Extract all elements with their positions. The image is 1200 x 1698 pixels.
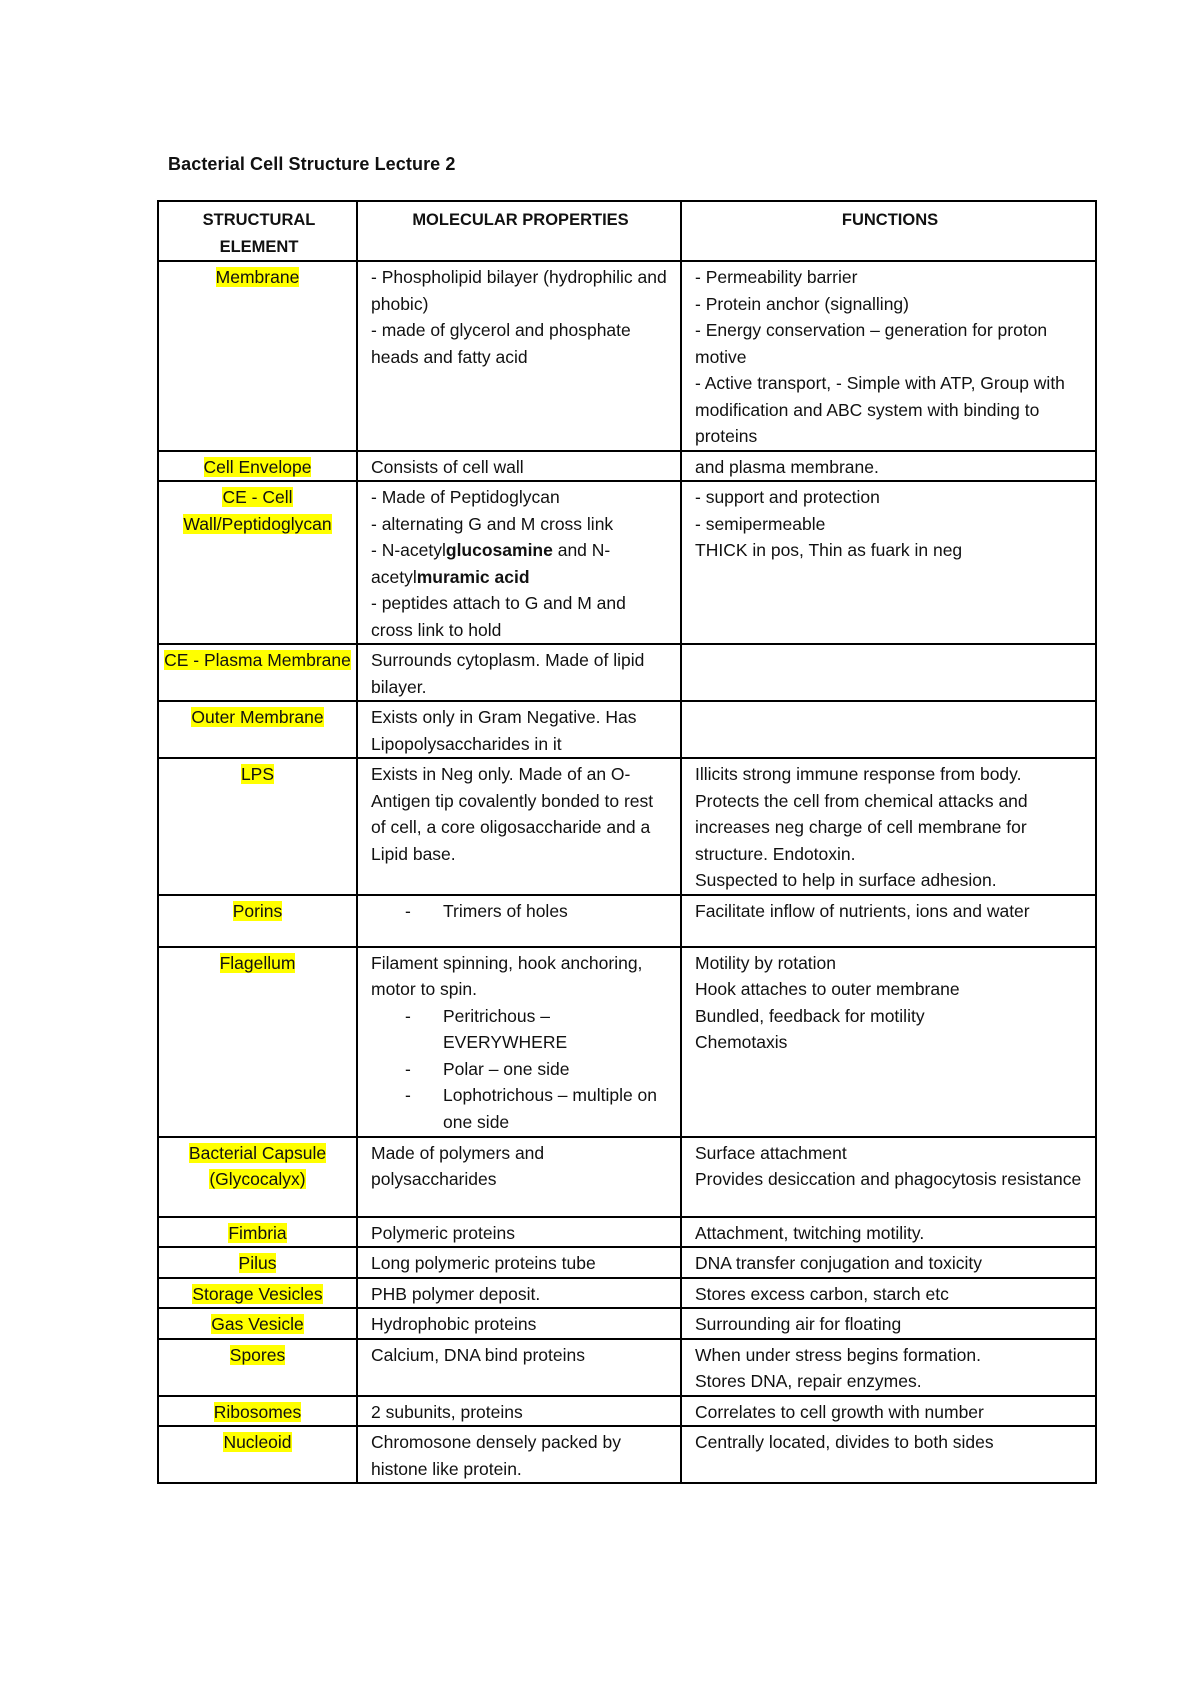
cell-properties bbox=[357, 1247, 681, 1278]
cell-functions bbox=[681, 1137, 1096, 1217]
list-item-text: Lophotrichous – multiple on one side bbox=[443, 1085, 658, 1132]
cell-properties bbox=[357, 261, 681, 451]
cell-element-membrane bbox=[158, 261, 357, 451]
cell-line: DNA transfer conjugation and toxicity bbox=[695, 1253, 982, 1273]
dash-bullet-icon: - bbox=[405, 1058, 411, 1079]
cell-line: Suspected to help in surface adhesion. bbox=[695, 870, 997, 890]
cell-line: - made of glycerol and phosphate heads and fatty acid bbox=[371, 320, 631, 367]
cell-element-fimbria bbox=[158, 1217, 357, 1248]
cell-element-pilus bbox=[158, 1247, 357, 1278]
list-item bbox=[371, 1082, 670, 1135]
cell-line: Bundled, feedback for motility bbox=[695, 1005, 925, 1026]
dash-list bbox=[371, 1003, 670, 1136]
cell-element-cell-envelope bbox=[158, 451, 357, 482]
table-body bbox=[158, 261, 1096, 1483]
cell-line: Correlates to cell growth with number bbox=[695, 1401, 984, 1422]
list-item-text: Trimers of holes bbox=[443, 900, 568, 921]
list-item-text: Polar – one side bbox=[443, 1058, 570, 1079]
cell-element-bacterial-capsule-glycocalyx bbox=[158, 1137, 357, 1217]
list-item bbox=[371, 898, 670, 925]
highlighted-element-label: Nucleoid bbox=[223, 1432, 292, 1452]
cell-functions bbox=[681, 895, 1096, 947]
cell-line: Stores DNA, repair enzymes. bbox=[695, 1371, 922, 1391]
dash-bullet-icon: - bbox=[405, 1085, 411, 1105]
cell-line: Stores excess carbon, starch etc bbox=[695, 1283, 949, 1304]
cell-functions bbox=[681, 1426, 1096, 1483]
cell-line: When under stress begins formation. bbox=[695, 1344, 981, 1365]
highlighted-element-label: LPS bbox=[240, 764, 275, 784]
cell-properties bbox=[357, 644, 681, 701]
highlighted-element-label: Porins bbox=[232, 900, 283, 921]
cell-line: Facilitate inflow of nutrients, ions and water bbox=[695, 900, 1030, 921]
table-row bbox=[158, 1308, 1096, 1339]
table-row bbox=[158, 644, 1096, 701]
cell-line: - Made of Peptidoglycan bbox=[371, 487, 560, 507]
highlighted-element-label: CE - Plasma Membrane bbox=[164, 650, 351, 670]
cell-line: Filament spinning, hook anchoring, motor to spin. bbox=[371, 952, 643, 999]
cell-line: - N-acetylglucosamine and N-acetylmuramic acid bbox=[371, 540, 611, 587]
table-row bbox=[158, 451, 1096, 482]
cell-functions bbox=[681, 644, 1096, 701]
dash-bullet-icon: - bbox=[405, 900, 411, 921]
highlighted-element-label: Membrane bbox=[215, 267, 300, 287]
cell-line: - Protein anchor (signalling) bbox=[695, 293, 909, 314]
table-row bbox=[158, 1426, 1096, 1483]
cell-line: Surface attachment bbox=[695, 1142, 847, 1163]
cell-line: Centrally located, divides to both sides bbox=[695, 1432, 994, 1452]
cell-line: Consists of cell wall bbox=[371, 456, 524, 477]
cell-line: - semipermeable bbox=[695, 513, 826, 534]
dash-bullet-icon: - bbox=[405, 1005, 411, 1026]
cell-functions bbox=[681, 451, 1096, 482]
cell-line: Hook attaches to outer membrane bbox=[695, 979, 960, 999]
cell-line: Provides desiccation and phagocytosis resistance bbox=[695, 1169, 1082, 1189]
cell-functions bbox=[681, 1339, 1096, 1396]
cell-functions bbox=[681, 1247, 1096, 1278]
cell-line: Polymeric proteins bbox=[371, 1222, 515, 1243]
highlighted-element-label: Outer Membrane bbox=[191, 707, 324, 727]
cell-line: Long polymeric proteins tube bbox=[371, 1253, 596, 1273]
cell-line: Chemotaxis bbox=[695, 1032, 788, 1052]
cell-functions bbox=[681, 701, 1096, 758]
table-row bbox=[158, 1396, 1096, 1427]
cell-functions bbox=[681, 1217, 1096, 1248]
cell-line: Attachment, twitching motility. bbox=[695, 1222, 925, 1243]
cell-line: - Permeability barrier bbox=[695, 267, 858, 287]
highlighted-element-label: Gas Vesicle bbox=[211, 1314, 304, 1334]
header-functions: FUNCTIONS bbox=[681, 201, 1096, 261]
cell-line: 2 subunits, proteins bbox=[371, 1401, 523, 1422]
table-row bbox=[158, 1137, 1096, 1217]
document-title: Bacterial Cell Structure Lecture 2 bbox=[168, 154, 456, 174]
cell-functions bbox=[681, 481, 1096, 644]
table-row bbox=[158, 261, 1096, 451]
cell-functions bbox=[681, 1278, 1096, 1309]
list-item bbox=[371, 1003, 670, 1056]
table-row bbox=[158, 947, 1096, 1137]
cell-line: Motility by rotation bbox=[695, 952, 837, 973]
cell-properties bbox=[357, 947, 681, 1137]
cell-line: - Active transport, - Simple with ATP, Group with modification and ABC system with binding to proteins bbox=[695, 373, 1065, 446]
cell-properties bbox=[357, 758, 681, 895]
cell-line: - support and protection bbox=[695, 487, 880, 507]
cell-line: Made of polymers and polysaccharides bbox=[371, 1142, 545, 1189]
highlighted-element-label: Cell Envelope bbox=[203, 456, 312, 477]
cell-element-gas-vesicle bbox=[158, 1308, 357, 1339]
cell-element-outer-membrane bbox=[158, 701, 357, 758]
highlighted-element-label: Bacterial Capsule (Glycocalyx) bbox=[188, 1142, 327, 1189]
cell-line: Calcium, DNA bind proteins bbox=[371, 1344, 585, 1365]
cell-line: Chromosone densely packed by histone like protein. bbox=[371, 1432, 622, 1479]
cell-properties bbox=[357, 1396, 681, 1427]
structure-table bbox=[157, 200, 1097, 1484]
cell-properties bbox=[357, 1308, 681, 1339]
table-row bbox=[158, 1247, 1096, 1278]
table-row bbox=[158, 701, 1096, 758]
cell-element-spores bbox=[158, 1339, 357, 1396]
cell-line: and plasma membrane. bbox=[695, 456, 879, 477]
cell-element-ce-plasma-membrane bbox=[158, 644, 357, 701]
cell-properties bbox=[357, 451, 681, 482]
cell-line: Exists only in Gram Negative. Has Lipopolysaccharides in it bbox=[371, 707, 637, 754]
cell-line: Exists in Neg only. Made of an O-Antigen tip covalently bonded to rest of cell, a core oligosaccharide and a Lipid base. bbox=[371, 764, 654, 864]
cell-functions bbox=[681, 1396, 1096, 1427]
cell-element-storage-vesicles bbox=[158, 1278, 357, 1309]
cell-line: PHB polymer deposit. bbox=[371, 1283, 541, 1304]
bold-term: glucosamine bbox=[445, 540, 553, 560]
table-row bbox=[158, 758, 1096, 895]
table-row bbox=[158, 895, 1096, 947]
highlighted-element-label: Spores bbox=[229, 1344, 286, 1365]
cell-properties bbox=[357, 1339, 681, 1396]
highlighted-element-label: CE - Cell Wall/Peptidoglycan bbox=[183, 487, 332, 534]
cell-line: - Energy conservation – generation for proton motive bbox=[695, 320, 1048, 367]
cell-element-lps bbox=[158, 758, 357, 895]
cell-element-flagellum bbox=[158, 947, 357, 1137]
cell-line: - peptides attach to G and M and cross link to hold bbox=[371, 593, 626, 640]
list-item-text: Peritrichous – EVERYWHERE bbox=[443, 1005, 568, 1052]
cell-line: Illicits strong immune response from body. Protects the cell from chemical attacks and increases neg charge of cell membrane for structure. Endotoxin. bbox=[695, 764, 1028, 864]
table-row bbox=[158, 1339, 1096, 1396]
cell-line: - alternating G and M cross link bbox=[371, 513, 614, 534]
cell-element-nucleoid bbox=[158, 1426, 357, 1483]
cell-properties bbox=[357, 1137, 681, 1217]
highlighted-element-label: Storage Vesicles bbox=[192, 1283, 323, 1304]
cell-element-ribosomes bbox=[158, 1396, 357, 1427]
cell-element-porins bbox=[158, 895, 357, 947]
header-structural-element: STRUCTURAL ELEMENT bbox=[158, 201, 357, 261]
bold-term: muramic acid bbox=[416, 566, 530, 587]
cell-properties bbox=[357, 1217, 681, 1248]
cell-properties bbox=[357, 895, 681, 947]
cell-properties bbox=[357, 1426, 681, 1483]
cell-line: Surrounds cytoplasm. Made of lipid bilayer. bbox=[371, 650, 645, 697]
cell-functions bbox=[681, 758, 1096, 895]
list-item bbox=[371, 1056, 670, 1083]
cell-line: - Phospholipid bilayer (hydrophilic and phobic) bbox=[371, 267, 667, 314]
dash-list bbox=[371, 898, 670, 925]
cell-line: THICK in pos, Thin as fuark in neg bbox=[695, 540, 963, 560]
table-row bbox=[158, 481, 1096, 644]
table-header-row bbox=[158, 201, 1096, 261]
table-row bbox=[158, 1278, 1096, 1309]
cell-line: Hydrophobic proteins bbox=[371, 1314, 537, 1334]
cell-properties bbox=[357, 481, 681, 644]
cell-functions bbox=[681, 1308, 1096, 1339]
header-molecular-properties: MOLECULAR PROPERTIES bbox=[357, 201, 681, 261]
cell-functions bbox=[681, 947, 1096, 1137]
highlighted-element-label: Pilus bbox=[238, 1253, 277, 1273]
cell-properties bbox=[357, 1278, 681, 1309]
cell-line: Surrounding air for floating bbox=[695, 1314, 902, 1334]
highlighted-element-label: Ribosomes bbox=[213, 1401, 302, 1422]
cell-element-ce-cell-wall-peptidoglycan bbox=[158, 481, 357, 644]
highlighted-element-label: Flagellum bbox=[219, 952, 296, 973]
cell-functions bbox=[681, 261, 1096, 451]
table-row bbox=[158, 1217, 1096, 1248]
cell-properties bbox=[357, 701, 681, 758]
highlighted-element-label: Fimbria bbox=[228, 1222, 287, 1243]
